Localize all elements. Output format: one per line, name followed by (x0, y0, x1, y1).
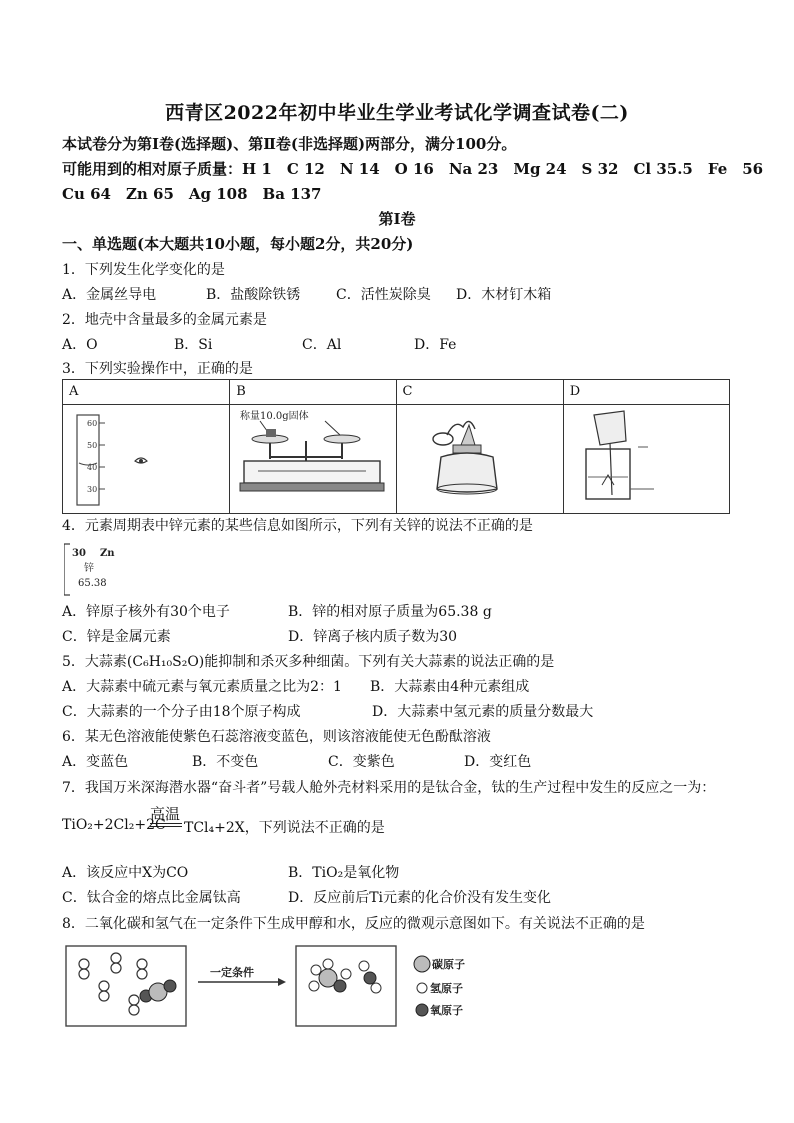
reaction-micro-diagram (64, 944, 494, 1034)
hydrogen-atom-icon (417, 983, 427, 993)
q3-figure-c (396, 405, 563, 514)
alcohol-lamp-figure (397, 405, 563, 509)
zinc-atomic-number: 30 (72, 548, 86, 559)
legend-hydrogen: 氢原子 (430, 982, 463, 995)
q6-stem: 6．某无色溶液能使紫色石蕊溶液变蓝色，则该溶液能使无色酚酞溶液 (62, 729, 491, 745)
intro-line-2: 可能用到的相对原子质量：H 1 C 12 N 14 O 16 Na 23 Mg 24 S 32 Cl 35.5 Fe 56 (62, 160, 764, 178)
legend-oxygen: 氧原子 (430, 1004, 463, 1017)
q7-option-c: C．钛合金的熔点比金属钛高 (62, 890, 241, 906)
cylinder-tick-30: 30 (87, 485, 98, 494)
q5-options-row2 (62, 701, 742, 721)
q1-stem: 1．下列发生化学变化的是 (62, 262, 225, 278)
exam-title: 西青区2022年初中毕业生学业考试化学调查试卷(二) (165, 102, 629, 124)
q2-options (62, 334, 742, 354)
q3-header-a: A (63, 380, 230, 405)
balance-figure (230, 405, 395, 509)
q6-options (62, 751, 742, 771)
intro-line-3: Cu 64 Zn 65 Ag 108 Ba 137 (62, 185, 322, 203)
q1-option-a: A．金属丝导电 (62, 287, 157, 303)
q6-option-b: B．不变色 (192, 754, 259, 770)
water-molecule (359, 961, 381, 993)
q6-option-a: A．变蓝色 (62, 754, 129, 770)
zinc-symbol: Zn (100, 548, 115, 559)
q7-equation-left: TiO₂+2Cl₂+2C (62, 817, 166, 833)
q6-option-d: D．变红色 (464, 754, 532, 770)
q4-options-row2 (62, 626, 742, 646)
q1-option-c: C．活性炭除臭 (336, 287, 431, 303)
legend (414, 956, 465, 1017)
q6-option-c: C．变紫色 (328, 754, 395, 770)
q4-stem: 4．元素周期表中锌元素的某些信息如图所示，下列有关锌的说法不正确的是 (62, 518, 533, 534)
q5-options-row1 (62, 676, 742, 696)
intro-line-1: 本试卷分为第Ⅰ卷(选择题)、第Ⅱ卷(非选择题)两部分，满分100分。 (62, 135, 517, 153)
q2-option-b: B．Si (174, 337, 213, 353)
section-title: 第Ⅰ卷 (378, 210, 416, 228)
q3-header-c: C (396, 380, 563, 405)
methanol-molecule (309, 959, 351, 992)
q3-figure-d (563, 405, 729, 514)
q8-stem: 8．二氧化碳和氢气在一定条件下生成甲醇和水，反应的微观示意图如下。有关说法不正确的是 (62, 916, 645, 932)
q3-figure-a (63, 405, 230, 514)
q4-option-b: B．锌的相对原子质量为65.38 g (288, 604, 492, 620)
q7-option-a: A．该反应中X为CO (62, 865, 189, 881)
q3-figure-b (230, 405, 396, 514)
q5-stem: 5．大蒜素(C₆H₁₀S₂O)能抑制和杀灭多种细菌。下列有关大蒜素的说法正确的是 (62, 654, 555, 670)
zinc-element-cell (64, 542, 116, 597)
q7-equation-right: TCl₄+2X，下列说法不正确的是 (184, 820, 385, 836)
zinc-atomic-mass: 65.38 (78, 578, 107, 589)
q4-options-row1 (62, 601, 742, 621)
q4-option-a: A．锌原子核外有30个电子 (62, 604, 230, 620)
carbon-atom-icon (414, 956, 430, 972)
zinc-name: 锌 (84, 563, 94, 574)
q7-condition: 高温 (150, 805, 181, 823)
q2-option-d: D．Fe (414, 337, 457, 353)
q2-stem: 2．地壳中含量最多的金属元素是 (62, 312, 267, 328)
pouring-beaker-figure (564, 405, 729, 509)
q3-stem: 3．下列实验操作中，正确的是 (62, 361, 253, 377)
q7-options-row2 (62, 887, 742, 907)
q3-header-d: D (563, 380, 729, 405)
cylinder-tick-40: 40 (87, 463, 98, 472)
part1-heading: 一、单选题(本大题共10小题，每小题2分，共20分) (62, 235, 414, 253)
q5-option-a: A．大蒜素中硫元素与氧元素质量之比为2：1 (62, 679, 342, 695)
q5-option-b: B．大蒜素由4种元素组成 (370, 679, 530, 695)
q4-option-c: C．锌是金属元素 (62, 629, 171, 645)
balance-label: 称量10.0g固体 (240, 411, 309, 422)
arrow-label: 一定条件 (210, 966, 254, 979)
arrow-head (278, 978, 286, 986)
q1-options (62, 284, 742, 304)
q2-option-c: C．Al (302, 337, 342, 353)
eye-icon (135, 458, 147, 463)
q5-option-c: C．大蒜素的一个分子由18个原子构成 (62, 704, 301, 720)
q7-option-d: D．反应前后Ti元素的化合价没有发生变化 (288, 890, 552, 906)
cylinder-tick-50: 50 (87, 441, 98, 450)
q5-option-d: D．大蒜素中氢元素的质量分数最大 (372, 704, 594, 720)
q4-option-d: D．锌离子核内质子数为30 (288, 629, 458, 645)
cylinder-tick-60: 60 (87, 419, 98, 428)
q3-header-b: B (230, 380, 396, 405)
q1-option-d: D．木材钉木箱 (456, 287, 552, 303)
q7-options-row1 (62, 862, 742, 882)
legend-carbon: 碳原子 (432, 958, 465, 971)
q2-option-a: A．O (62, 337, 98, 353)
oxygen-atom-icon (416, 1004, 428, 1016)
q3-table (62, 379, 730, 514)
co2-molecule (140, 980, 176, 1002)
q7-option-b: B．TiO₂是氧化物 (288, 865, 400, 881)
graduated-cylinder-figure (63, 405, 229, 509)
q7-stem: 7．我国万米深海潜水器“奋斗者”号载人舱外壳材料采用的是钛合金，钛的生产过程中发生的反应之一为： (62, 780, 716, 796)
q1-option-b: B．盐酸除铁锈 (206, 287, 301, 303)
